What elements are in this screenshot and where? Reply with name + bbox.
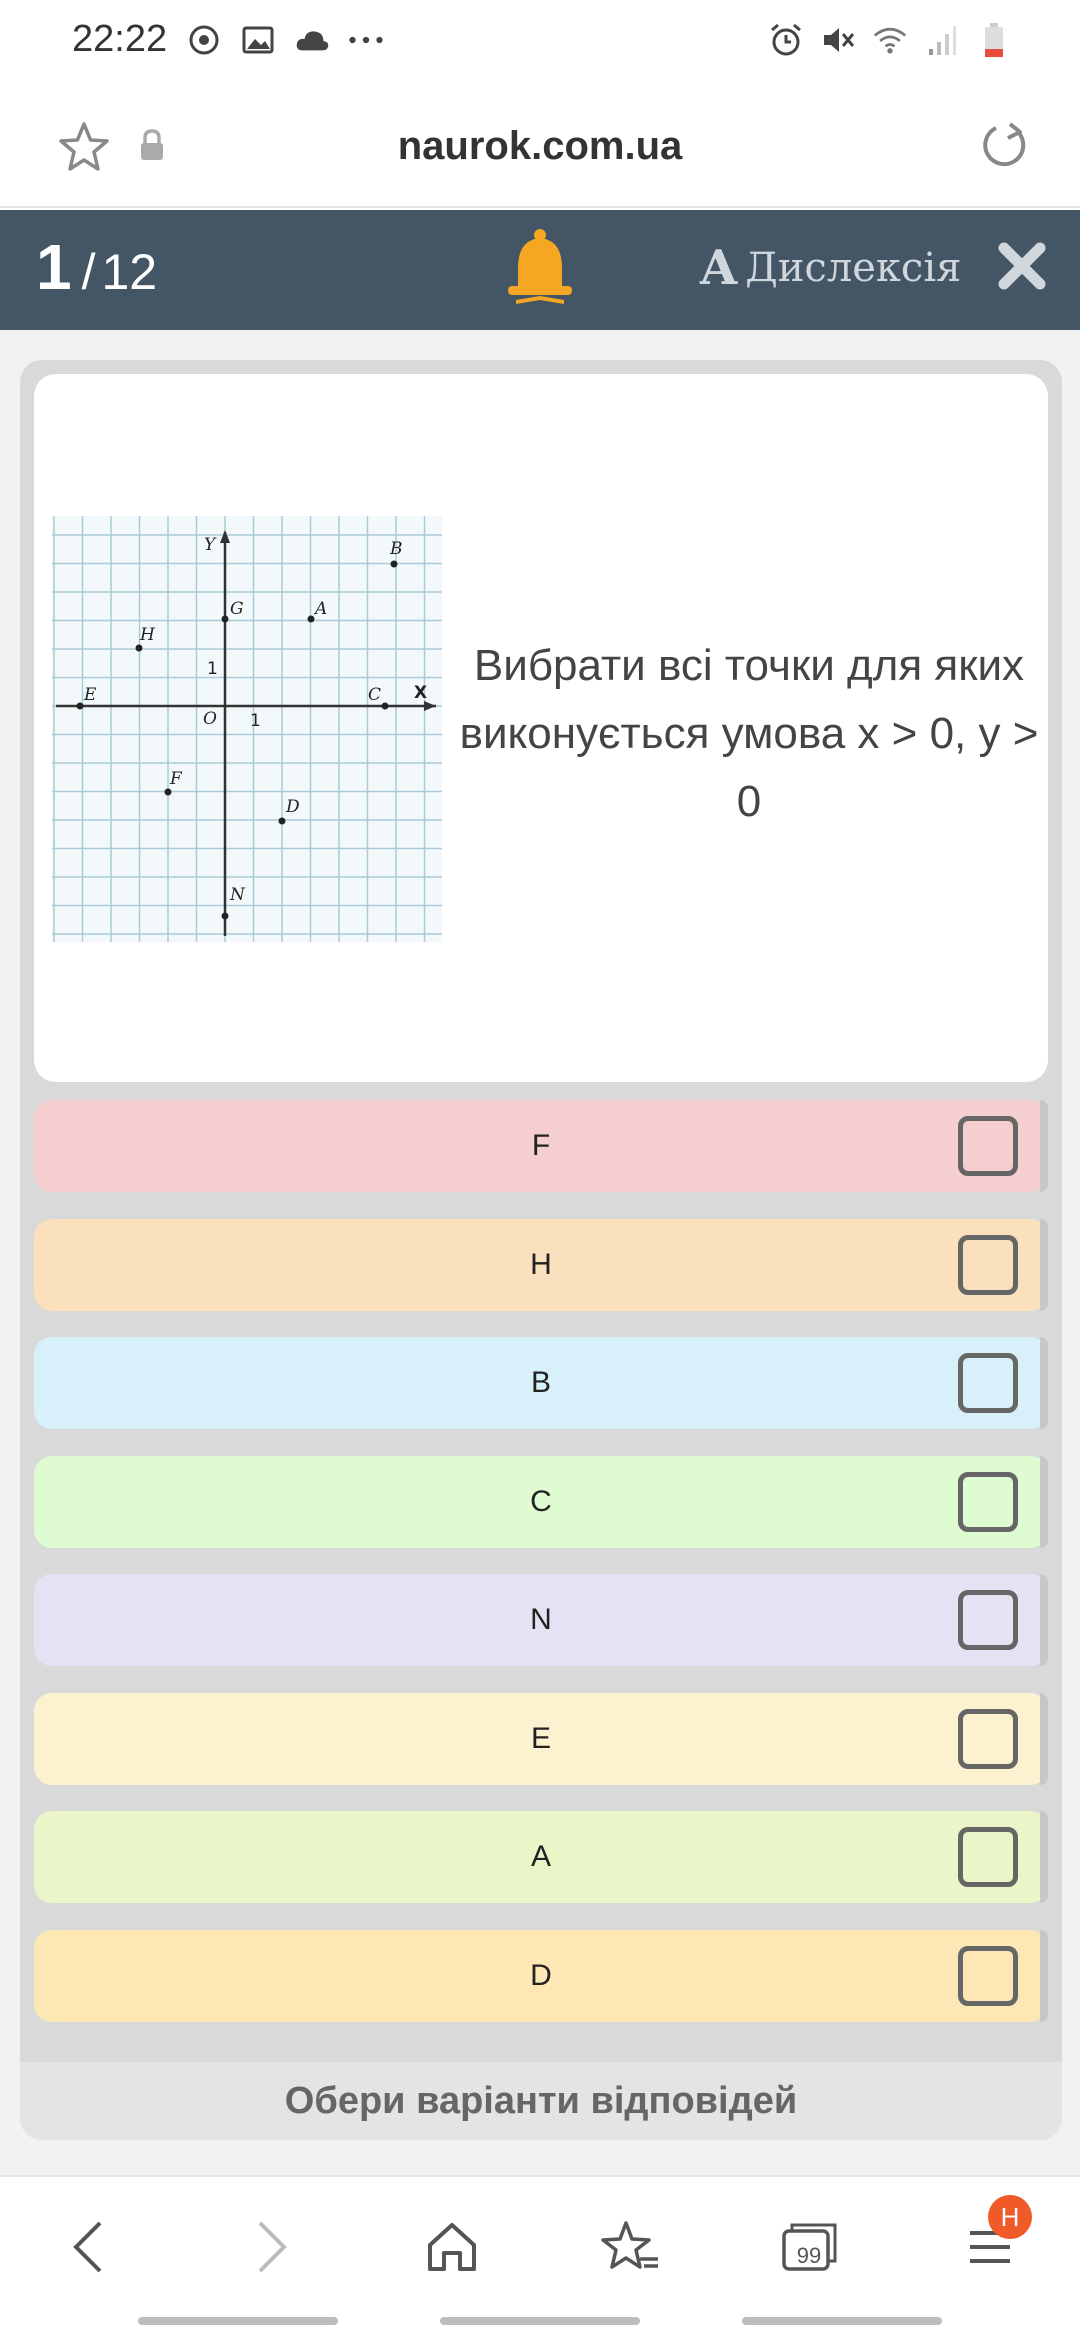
point-label-f: F (170, 769, 182, 789)
counter-current: 1 (36, 231, 72, 303)
answer-option[interactable] (34, 1100, 1048, 1192)
graph-point-d (279, 818, 286, 825)
close-icon[interactable] (996, 240, 1048, 297)
cloud-icon (294, 22, 330, 58)
gesture-bar-right (742, 2317, 942, 2325)
answer-option-edge (1040, 1219, 1048, 1311)
image-icon (240, 22, 276, 58)
coordinate-graph (52, 516, 442, 942)
point-label-e: E (84, 685, 97, 705)
bell-icon[interactable] (500, 228, 580, 319)
answer-option-edge (1040, 1574, 1048, 1666)
browser-bottom-nav (0, 2175, 1080, 2340)
point-label-n: N (230, 885, 245, 905)
dyslexia-toggle[interactable] (700, 240, 961, 296)
forward-icon[interactable] (240, 2215, 304, 2279)
point-label-a: A (315, 599, 328, 619)
answer-option-edge (1040, 1100, 1048, 1192)
battery-icon (976, 22, 1012, 58)
graph-point-g (222, 616, 229, 623)
counter-separator: / (81, 244, 96, 300)
answer-checkbox[interactable] (958, 1946, 1018, 2006)
answer-option[interactable] (34, 1337, 1048, 1429)
question-text: Вибрати всі точки для яких виконується умова x > 0, y > 0 (459, 641, 1039, 826)
back-icon[interactable] (56, 2215, 120, 2279)
quiz-content (0, 330, 1080, 2175)
dyslexia-letter: A (700, 240, 738, 296)
graph-point-e (77, 703, 84, 710)
graph-point-f (165, 789, 172, 796)
status-bar (0, 0, 1080, 84)
graph-point-h (136, 645, 143, 652)
mute-icon (820, 22, 856, 58)
answer-checkbox[interactable] (958, 1116, 1018, 1176)
dyslexia-label: Дислексія (745, 245, 962, 291)
reload-icon[interactable] (976, 118, 1032, 179)
graph-point-n (222, 913, 229, 920)
quiz-header (0, 210, 1080, 330)
point-label-h: H (140, 625, 155, 645)
answer-checkbox[interactable] (958, 1353, 1018, 1413)
status-icons-left (186, 22, 384, 58)
answer-option-edge (1040, 1693, 1048, 1785)
question-counter (36, 230, 157, 304)
home-icon[interactable] (420, 2215, 484, 2279)
alarm-icon (768, 22, 804, 58)
signal-icon (924, 22, 960, 58)
answer-hint: Обери варіанти відповідей (20, 2062, 1062, 2140)
answer-option-edge (1040, 1456, 1048, 1548)
answer-option-label: D (530, 1958, 552, 1992)
answer-option-label: H (530, 1247, 552, 1281)
url-text[interactable]: naurok.com.ua (397, 124, 683, 168)
point-label-d: D (286, 797, 300, 817)
answer-option-label: N (530, 1603, 552, 1636)
origin-label: O (203, 709, 217, 729)
counter-total: 12 (101, 244, 158, 300)
gesture-bar-left (138, 2317, 338, 2325)
answer-checkbox[interactable] (958, 1590, 1018, 1650)
unit-y-label: 1 (207, 659, 218, 679)
x-axis-label: X (414, 683, 428, 703)
answer-checkbox[interactable] (958, 1827, 1018, 1887)
answer-option-edge (1040, 1930, 1048, 2022)
question-panel (20, 360, 1062, 2140)
y-axis-label: Y (204, 535, 216, 555)
unit-x-label: 1 (250, 711, 261, 731)
browser-url-bar (0, 84, 1080, 208)
answer-option[interactable] (34, 1930, 1048, 2022)
answer-option[interactable] (34, 1219, 1048, 1311)
question-card (34, 374, 1048, 1082)
answer-option[interactable] (34, 1811, 1048, 1903)
sync-icon (186, 22, 222, 58)
point-label-c: C (368, 685, 382, 705)
bookmarks-star-icon[interactable] (598, 2215, 662, 2279)
answer-option-edge (1040, 1337, 1048, 1429)
answer-option[interactable] (34, 1574, 1048, 1666)
graph-point-c (382, 703, 389, 710)
status-icons-right (768, 22, 1012, 58)
more-dots-icon (348, 22, 384, 58)
answer-option-label: B (530, 1366, 551, 1399)
answer-option-label: A (530, 1840, 551, 1873)
answer-option-label: F (531, 1129, 551, 1162)
answer-option[interactable] (34, 1456, 1048, 1548)
tabs-count: 99 (796, 2243, 822, 2268)
status-time: 22:22 (72, 18, 168, 60)
graph-point-a (308, 616, 315, 623)
answer-option[interactable] (34, 1693, 1048, 1785)
answer-option-label: E (530, 1721, 551, 1755)
answer-checkbox[interactable] (958, 1235, 1018, 1295)
graph-svg (52, 516, 442, 942)
wifi-icon (872, 22, 908, 58)
answer-option-label: C (530, 1484, 552, 1518)
graph-point-b (391, 561, 398, 568)
gesture-bar-center (440, 2317, 640, 2325)
point-label-b: B (390, 539, 403, 559)
notification-badge: Н (988, 2195, 1032, 2239)
answer-checkbox[interactable] (958, 1709, 1018, 1769)
answer-option-edge (1040, 1811, 1048, 1903)
answer-checkbox[interactable] (958, 1472, 1018, 1532)
point-label-g: G (230, 599, 244, 619)
